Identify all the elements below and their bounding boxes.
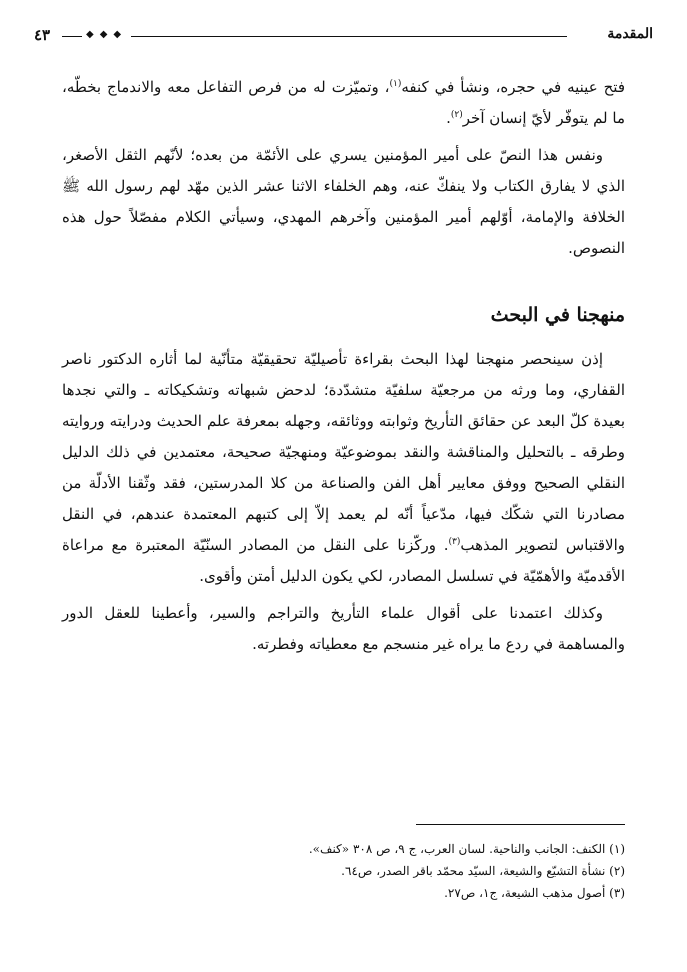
footnote-3: (٣) أصول مذهب الشيعة، ج١، ص٢٧.: [444, 886, 625, 900]
header-rule: [62, 36, 567, 37]
paragraph-intro-1: [62, 72, 625, 134]
page-number: ٤٣: [34, 26, 51, 44]
footnotes: [62, 838, 625, 904]
paragraph-text: ، وتميّزت له من فرص التفاعل معه والاندماج بخطّه، ما لم يتوفّر لأيّ إنسان آخر: [62, 78, 625, 127]
footnote-1: (١) الكنف: الجانب والناحية. لسان العرب، ج ٩، ص ٣٠٨ «كنف».: [308, 842, 625, 856]
section-heading: منهجنا في البحث: [490, 304, 625, 326]
paragraph-text: فتح عينيه في حجره، ونشأ في كنفه: [401, 78, 625, 96]
diamond-ornament-icon: ◆◆◆: [82, 29, 131, 40]
paragraph-text: .: [446, 109, 451, 127]
footnote-ref-3: (٣): [448, 537, 461, 547]
footnote-ref-2: (٢): [450, 110, 463, 120]
paragraph-text: إذن سينحصر منهجنا لهذا البحث بقراءة تأصيليّة تحقيقيّة متأنّية لما أثاره الدكتور ناصر القفاري، وما ورثه من مرجعيّة سلفيّة متشدّدة؛ لدحض شبهاته وتشكيكاته ـ والتي نجدها بعيدة كلّ البعد عن حقائق التأريخ وثوابته ووثائقه، وجهله بمعرفة علم الحديث ودرايته وروايته وطرقه ـ بالتحليل والمناقشة والنقد بموضوعيّة ومنهجيّة صحيحة، معتمدين في ذلك الدليل النقلي الصحيح ووفق معايير أهل الفن والصناعة من كلا المدرستين، فقد وثّقنا الأدلّة من مصادرنا التي شكّك فيها، مدّعياً أنّه لم يعمد إلاّ إلى كتبهم المعتمدة عندهم، في النقل والاقتباس لتصوير المذهب: [62, 350, 626, 554]
paragraph-method-2: وكذلك اعتمدنا على أقوال علماء التأريخ والتراجم والسير، وأعطينا للعقل الدور والمساهمة في ردع ما يراه غير منسجم مع معطياته وفطرته.: [62, 604, 625, 653]
footnote-separator: [416, 824, 625, 825]
running-header: [34, 26, 653, 46]
footnote-ref-1: (١): [389, 79, 402, 89]
paragraph-text: . وركّزنا على النقل من المصادر السنّيّة المعتبرة مع مراعاة الأقدميّة والأهمّيّة في تسلسل المصادر، لكي يكون الدليل أمتن وأقوى.: [62, 536, 625, 585]
main-text: [62, 72, 625, 666]
paragraph-method-1: [62, 344, 625, 592]
paragraph-intro-2: ونفس هذا النصّ على أمير المؤمنين يسري على الأئمّة من بعده؛ لأنّهم الثقل الأصغر، الذي لا يفارق الكتاب ولا ينفكّ عنه، وهم الخلفاء الاثنا عشر الذين مهّد لهم رسول الله ﷺ الخلافة والإمامة، أوّلهم أمير المؤمنين وآخرهم المهدي، وسيأتي الكلام مفصّلاً حول هذه النصوص.: [62, 146, 625, 257]
chapter-title: المقدمة: [607, 26, 653, 42]
footnote-2: (٢) نشأة التشيّع والشيعة، السيّد محمّد باقر الصدر، ص٦٤.: [341, 864, 625, 878]
